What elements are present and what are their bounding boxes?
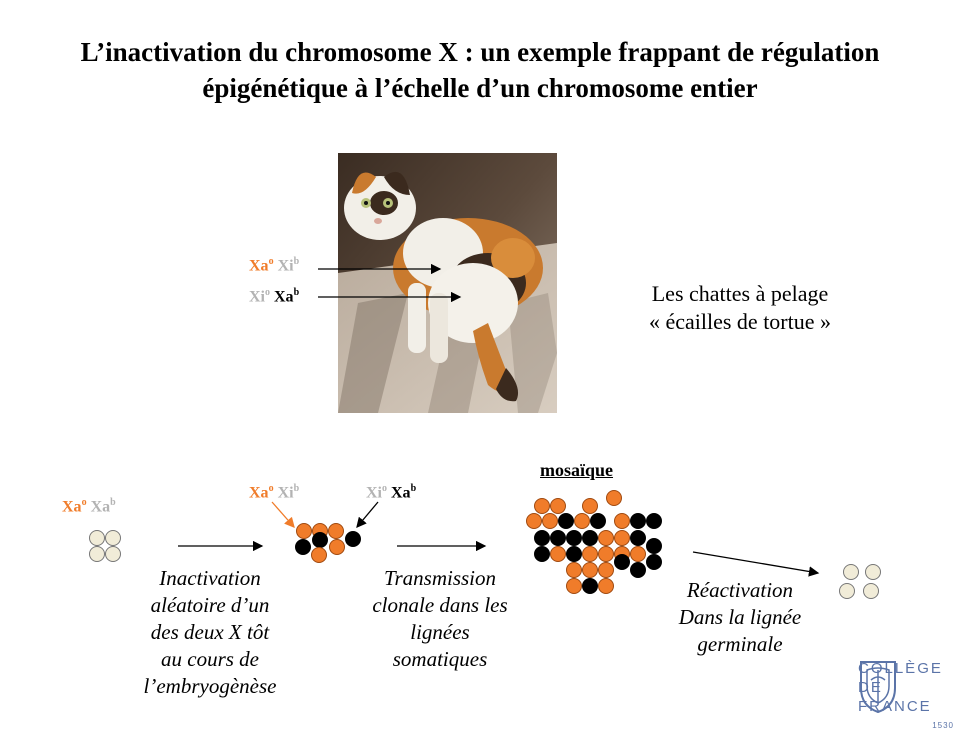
black-cell	[535, 531, 550, 546]
black-cell	[583, 531, 598, 546]
black-cell	[583, 579, 598, 594]
black-cell	[567, 547, 582, 562]
caption-line-1: Les chattes à pelage	[651, 281, 829, 306]
step-transmission: Transmission clonale dans les lignées somatiques	[372, 566, 508, 671]
black-cell	[313, 533, 328, 548]
orange-cell	[607, 491, 622, 506]
black-cell	[647, 555, 662, 570]
inactivated-cells	[296, 524, 361, 563]
slide-title	[40, 34, 920, 106]
orange-cell	[599, 531, 614, 546]
step-inactivation: Inactivation aléatoire d’un des deux X tôt au cours de l’embryogènèse	[143, 566, 277, 698]
black-cell	[631, 514, 646, 529]
genotype-label-orange-patch: Xa$^o$ Xi$^b$	[249, 256, 300, 275]
orange-cell	[551, 547, 566, 562]
orange-cell	[543, 514, 558, 529]
mosaic-label: mosaïque	[540, 460, 614, 480]
orange-cell	[575, 514, 590, 529]
orange-cell	[312, 548, 327, 563]
cat-illustration	[338, 153, 557, 413]
orange-cell	[615, 531, 630, 546]
undifferentiated-cell	[90, 531, 105, 546]
orange-cell	[527, 514, 542, 529]
genotype-label-inactive-b: Xa$^o$ Xi$^b$	[249, 483, 300, 502]
germline-cell	[864, 584, 879, 599]
black-cell	[559, 514, 574, 529]
genotype-label-start: Xa$^o$ Xa$^b$	[62, 497, 116, 516]
orange-cell	[583, 499, 598, 514]
orange-cell	[330, 540, 345, 555]
genotype-label-inactive-o: Xi$^o$ Xa$^b$	[366, 483, 417, 502]
orange-cell	[583, 563, 598, 578]
cat-caption	[600, 280, 880, 336]
orange-cell	[329, 524, 344, 539]
orange-cell	[631, 547, 646, 562]
black-cell	[631, 531, 646, 546]
black-cell	[647, 539, 662, 554]
pointer-orange-cell	[272, 502, 294, 527]
pointer-black-cell	[357, 502, 378, 527]
orange-cell	[313, 524, 328, 539]
black-cell	[551, 531, 566, 546]
college-de-france-wordmark	[858, 659, 960, 735]
start-cells	[90, 531, 121, 562]
orange-cell	[583, 547, 598, 562]
black-cell	[296, 540, 311, 555]
step-reactivation: Réactivation Dans la lignée germinale	[678, 578, 802, 656]
black-cell	[346, 532, 361, 547]
orange-cell	[535, 499, 550, 514]
orange-cell	[567, 579, 582, 594]
orange-cell	[615, 547, 630, 562]
germline-cell	[840, 584, 855, 599]
caption-line-2: « écailles de tortue »	[648, 309, 832, 334]
black-cell	[647, 514, 662, 529]
tortoiseshell-cat-photo	[338, 153, 557, 413]
logo-line-1: COLLÈGE	[858, 660, 943, 677]
black-cell	[591, 514, 606, 529]
orange-cell	[599, 579, 614, 594]
title-line-1: L’inactivation du chromosome X : un exemple frappant de régulation	[80, 37, 880, 67]
black-cell	[631, 563, 646, 578]
reactivated-cells	[840, 565, 881, 599]
genotype-label-black-patch: Xi$^o$ Xa$^b$	[249, 287, 300, 306]
orange-cell	[297, 524, 312, 539]
germline-cell	[844, 565, 859, 580]
orange-cell	[599, 547, 614, 562]
orange-cell	[615, 514, 630, 529]
flow-arrow-3	[693, 552, 818, 573]
black-cell	[567, 531, 582, 546]
logo-year: 1530	[932, 721, 954, 730]
orange-cell	[599, 563, 614, 578]
undifferentiated-cell	[106, 547, 121, 562]
undifferentiated-cell	[90, 547, 105, 562]
germline-cell	[866, 565, 881, 580]
orange-cell	[551, 499, 566, 514]
black-cell	[535, 547, 550, 562]
undifferentiated-cell	[106, 531, 121, 546]
title-line-2: épigénétique à l’échelle d’un chromosome entier	[202, 73, 758, 103]
logo-line-2: DE FRANCE	[858, 679, 932, 715]
mosaic-cells	[527, 491, 662, 594]
black-cell	[615, 555, 630, 570]
orange-cell	[567, 563, 582, 578]
